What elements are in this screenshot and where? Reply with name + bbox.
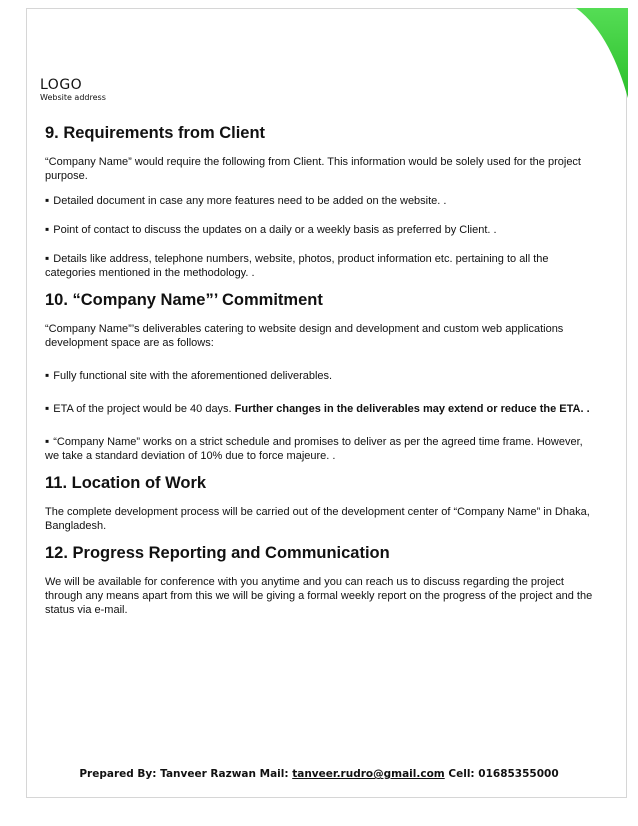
logo: LOGO [40, 77, 83, 93]
section-10-title: 10. “Company Name”’ Commitment [45, 291, 323, 309]
website-address: Website address [40, 93, 106, 102]
section-10-bullet-3: ▪ “Company Name” works on a strict schedule and promises to deliver as per the agreed time frame. However, we take a standard deviation of 10% due to force majeure. . [45, 434, 595, 463]
section-12-title: 12. Progress Reporting and Communication [45, 544, 390, 562]
section-9-bullet-3: ▪ Details like address, telephone numbers, website, photos, product information etc. pertaining to all the categories mentioned in the methodology. . [45, 251, 595, 280]
section-11-body: The complete development process will be carried out of the development center of “Company Name” in Dhaka, Bangladesh. [45, 506, 590, 532]
footer-mail-label: Mail: [259, 768, 289, 780]
section-10-bullet-2 [45, 401, 595, 416]
section-9-title: 9. Requirements from Client [45, 124, 266, 142]
section-12-body: We will be available for conference with you anytime and you can reach us to discuss regarding the project through any means apart from this we will be giving a formal weekly report on the progress of the project and the status via e-mail. [45, 576, 593, 616]
corner-swoosh-decoration [558, 8, 628, 98]
footer-cell: Cell: 01685355000 [448, 768, 559, 780]
section-9-bullet-1: ▪ Detailed document in case any more features need to be added on the website. . [45, 193, 595, 208]
section-9-bullet-2: ▪ Point of contact to discuss the updates on a daily or a weekly basis as preferred by Client. . [45, 222, 595, 237]
footer-mail-link[interactable]: tanveer.rudro@gmail.com [292, 768, 445, 780]
footer-prepared-by: Prepared By: Tanveer Razwan [79, 768, 256, 780]
section-10-bullet-1: ▪ Fully functional site with the aforementioned deliverables. [45, 368, 595, 383]
logo-block [40, 78, 106, 103]
document-content [45, 123, 595, 617]
section-10-bullet-2-bold: Further changes in the deliverables may extend or reduce the ETA. . [234, 403, 590, 415]
section-11-title: 11. Location of Work [45, 474, 207, 492]
section-10-intro: “Company Name”’s deliverables catering to website design and development and custom web applications development space are as follows: [45, 323, 564, 349]
section-9-intro: “Company Name” would require the following from Client. This information would be solely used for the project purpose. [45, 156, 581, 182]
footer [0, 768, 638, 780]
section-10-bullet-2-text: ETA of the project would be 40 days. [53, 403, 235, 415]
